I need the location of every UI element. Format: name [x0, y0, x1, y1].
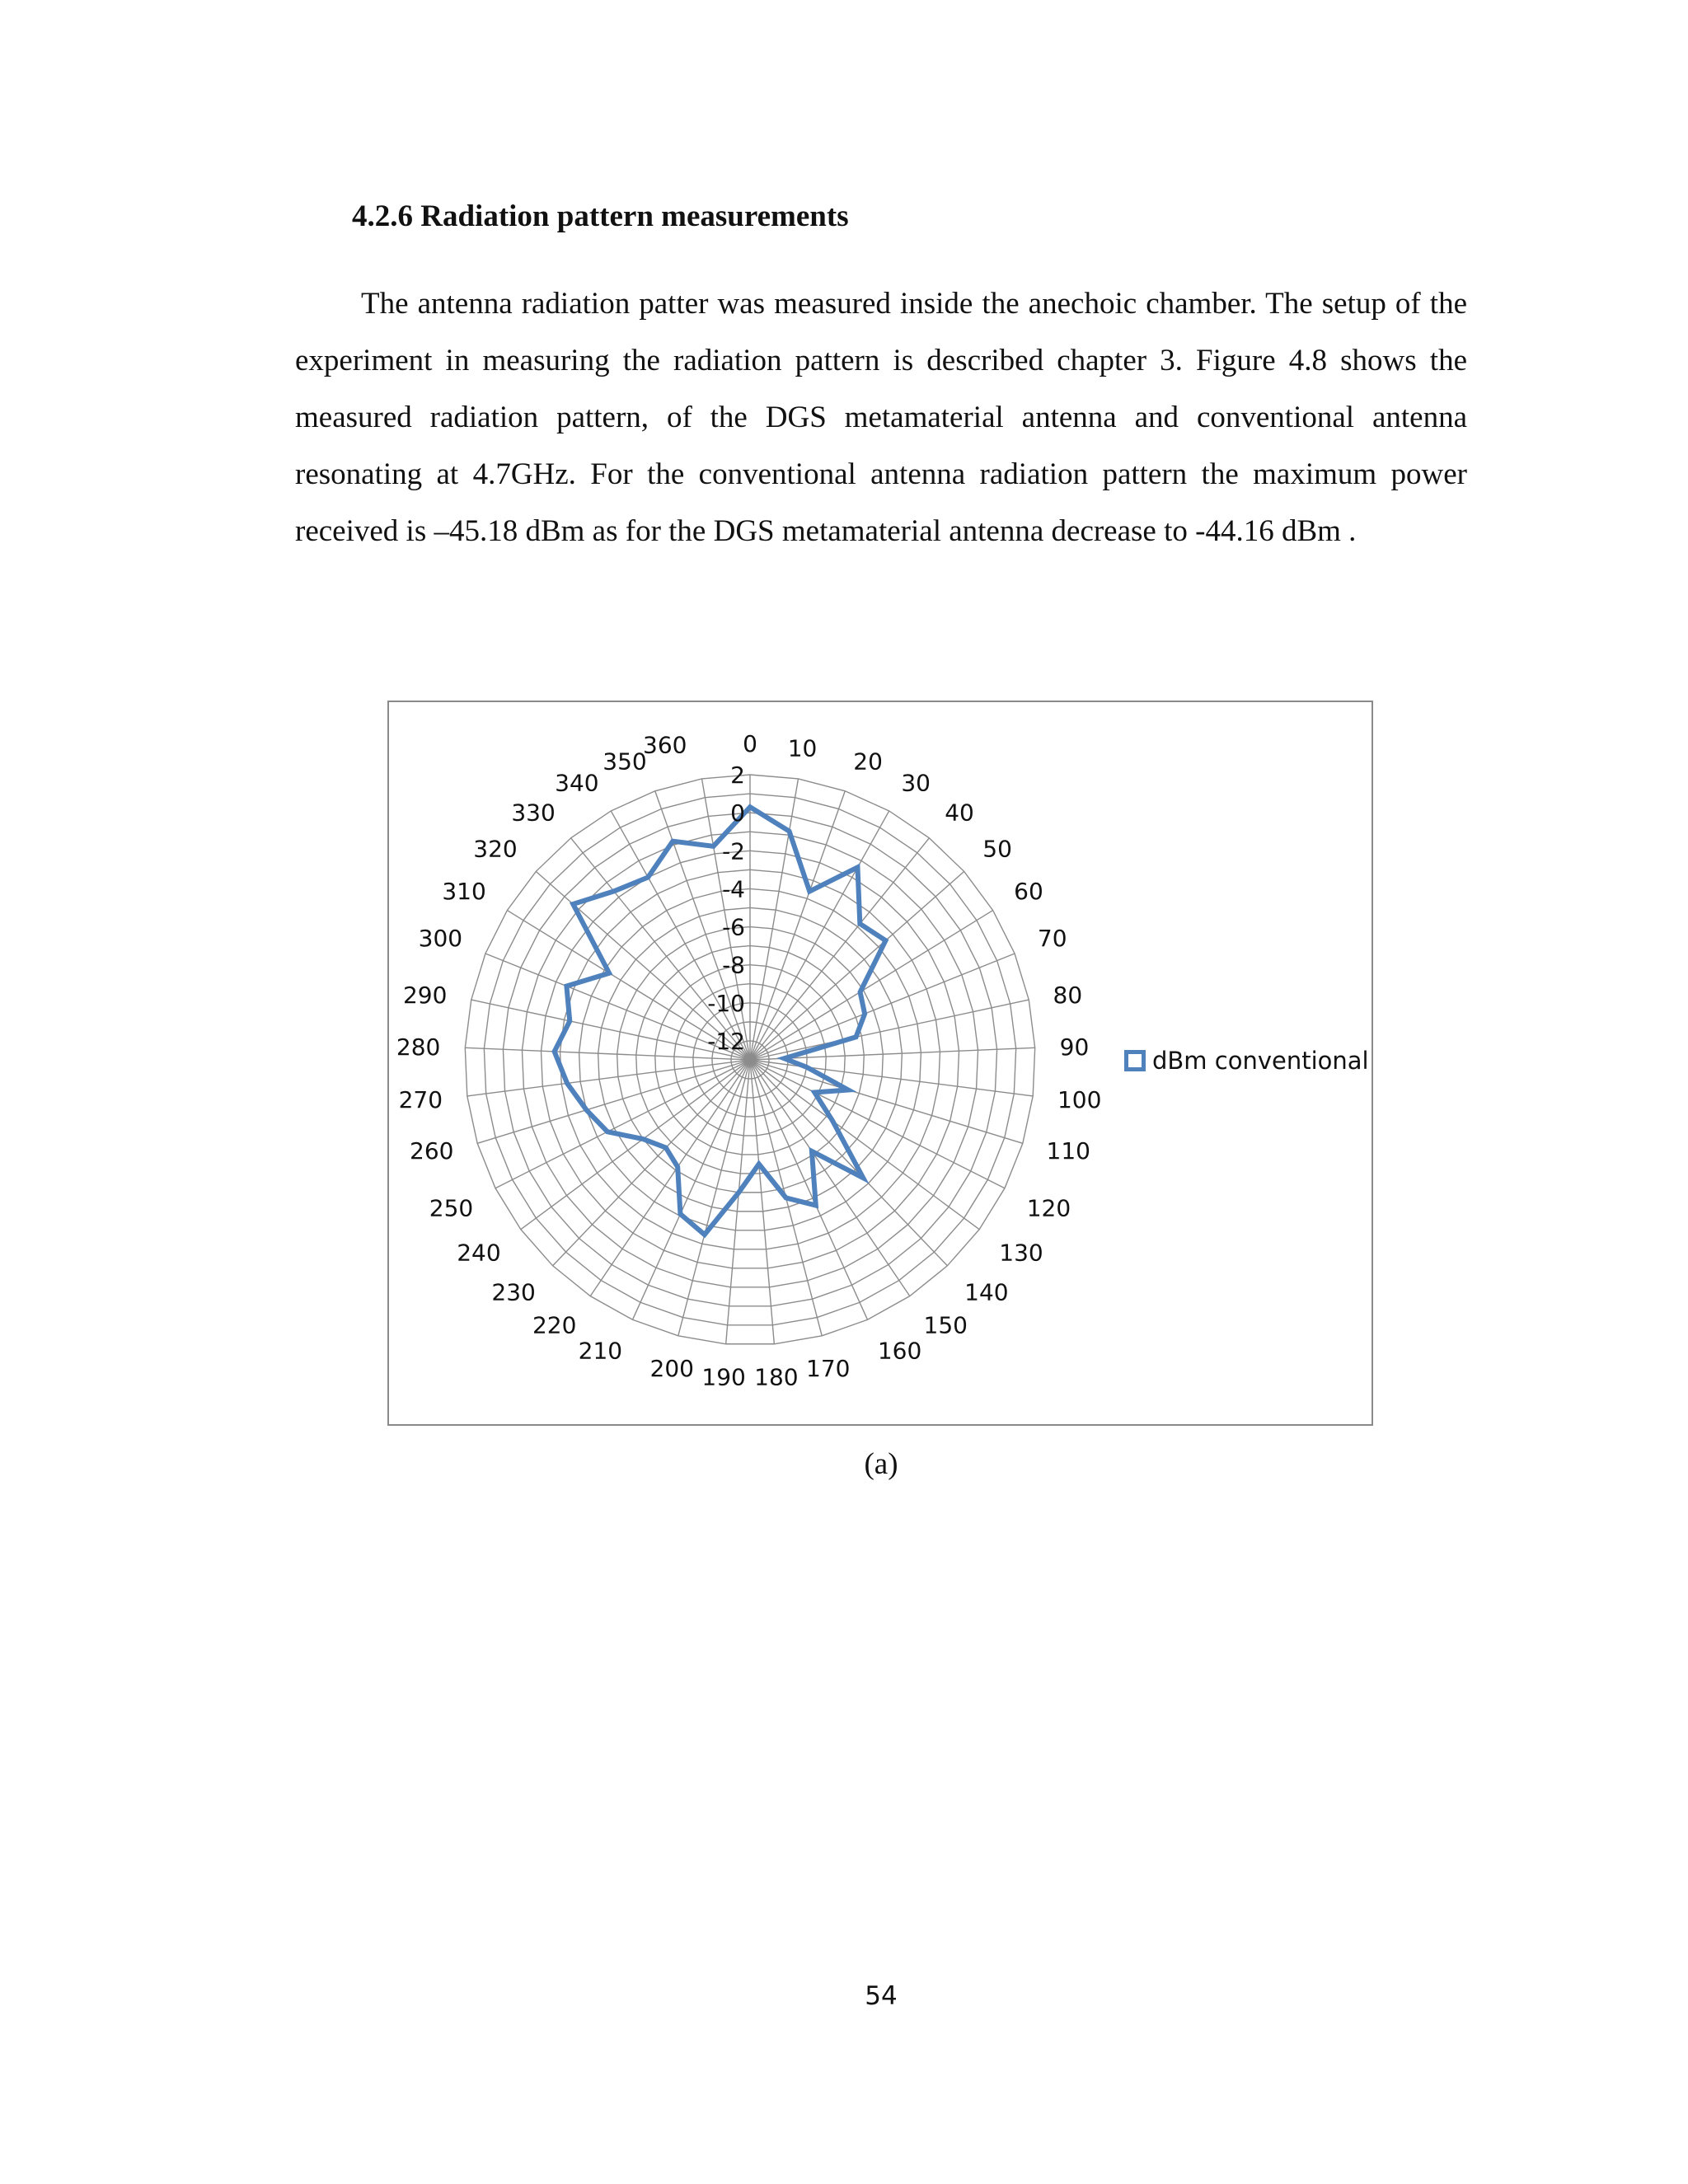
- radar-angle-label: 350: [603, 748, 647, 776]
- radar-angle-label: 180: [754, 1363, 799, 1391]
- radar-angle-label: 210: [578, 1337, 623, 1365]
- radar-angle-label: 240: [457, 1239, 501, 1267]
- radar-angle-label: 30: [901, 769, 931, 797]
- radar-angle-label: 230: [491, 1278, 536, 1306]
- radar-radial-label: -8: [722, 951, 745, 979]
- radar-angle-label: 0: [743, 730, 757, 757]
- radar-spoke: [750, 1060, 910, 1296]
- radar-angle-label: 320: [473, 835, 518, 863]
- radar-radial-label: -6: [722, 913, 745, 941]
- radar-radial-label: -10: [707, 989, 745, 1017]
- radar-angle-label: 40: [945, 799, 974, 827]
- page-number: 54: [865, 1981, 898, 2011]
- chart-legend: [1124, 1047, 1369, 1075]
- radar-angle-label: 10: [787, 734, 818, 762]
- radar-spoke: [678, 1060, 750, 1336]
- radar-radial-label: -12: [707, 1027, 745, 1055]
- radar-grid: [465, 775, 1034, 1344]
- radar-angle-label: 220: [532, 1311, 577, 1339]
- radar-angle-label: 120: [1026, 1194, 1071, 1222]
- radar-angle-label: 160: [877, 1337, 922, 1365]
- radar-radial-label: -4: [722, 875, 745, 903]
- radar-angle-label: 280: [396, 1033, 441, 1062]
- radar-angle-label: 340: [555, 769, 599, 797]
- radar-angle-label: 260: [410, 1137, 454, 1165]
- radar-angle-label: 140: [964, 1278, 1009, 1306]
- radar-angle-label: 330: [511, 799, 556, 827]
- radar-angle-label: 360: [643, 731, 687, 759]
- radar-angle-label: 20: [853, 748, 883, 776]
- figure-frame: [387, 701, 1373, 1426]
- radar-angle-label: 250: [429, 1194, 474, 1222]
- radar-angle-label: 170: [806, 1354, 851, 1382]
- radar-spoke: [590, 1060, 750, 1296]
- figure-caption: (a): [864, 1447, 898, 1481]
- legend-label: dBm conventional: [1152, 1047, 1369, 1075]
- radar-radial-label: 0: [730, 799, 745, 827]
- radar-angle-label: 150: [923, 1311, 968, 1339]
- legend-swatch: [1124, 1050, 1146, 1071]
- radar-angle-label: 200: [649, 1354, 694, 1382]
- section-heading: 4.2.6 Radiation pattern measurements: [352, 199, 849, 233]
- radar-angle-label: 60: [1014, 877, 1043, 905]
- radar-angle-label: 270: [398, 1085, 443, 1113]
- radar-angle-label: 100: [1057, 1085, 1102, 1113]
- radar-angle-label: 110: [1046, 1137, 1090, 1165]
- radar-angle-label: 290: [402, 981, 448, 1009]
- radar-spoke: [750, 954, 1015, 1060]
- body-paragraph: The antenna radiation patter was measured inside the anechoic chamber. The setup of the experiment in measuring the radiation pattern is described chapter 3. Figure 4.8 shows the measured radiation pattern, of the DGS metamaterial antenna and conventional antenna resonating at 4.7GHz. For the conventional antenna radiation pattern the maximum power received is –45.18 dBm as for the DGS metamaterial antenna decrease to -44.16 dBm .: [295, 287, 1467, 548]
- radar-angle-label: 310: [442, 877, 486, 905]
- radar-radial-label: 2: [730, 762, 745, 789]
- radar-spoke: [750, 1060, 774, 1344]
- radar-spoke: [750, 1060, 1005, 1188]
- radar-radial-label: -2: [722, 837, 745, 865]
- radar-spoke: [495, 1060, 750, 1188]
- radar-angle-label: 70: [1037, 924, 1067, 952]
- radar-angle-label: 300: [418, 924, 463, 952]
- radar-angle-label: 50: [982, 835, 1012, 863]
- radar-spoke: [750, 791, 845, 1060]
- radar-angle-label: 190: [701, 1363, 746, 1391]
- radar-angle-label: 80: [1053, 981, 1083, 1009]
- radar-angle-label: 130: [999, 1239, 1043, 1267]
- radar-spoke: [750, 1060, 1023, 1143]
- radar-angle-label: 90: [1059, 1033, 1090, 1062]
